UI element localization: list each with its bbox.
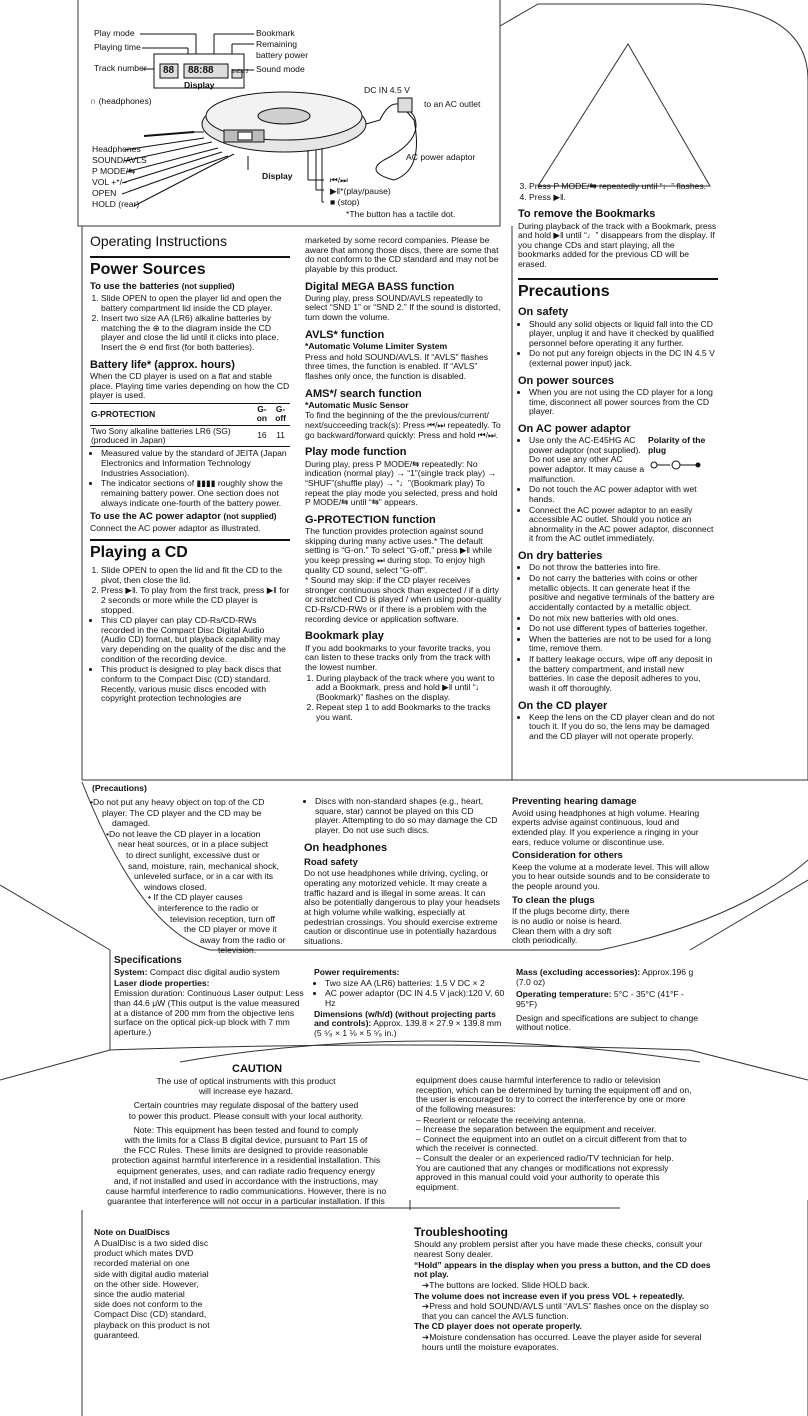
clean-heading: To clean the plugs [512, 894, 595, 906]
road-safety-heading: Road safety [304, 856, 358, 868]
troubleshooting-heading: Troubleshooting [414, 1225, 508, 1239]
hearing-text: Avoid using headphones at high volume. Hearing experts advise against continuous, loud and extended play. If you experience a ringing in your ears, reduce volume or discontinue use. [512, 807, 700, 847]
label-to-outlet: to an AC outlet [424, 99, 481, 109]
caution-left: The use of optical instruments with this product will increase eye hazard. Certain countries may regulate disposal of the battery used to power this product. Please consult with your local authority. Note: This equipment has been tested and found to comply with the limits for a Class B digital device, pursuant to Part 15 of the FCC Rules. These limits are designed to provide reasonable protection against harmful interference in a residential installation. This equipment generates, uses, and can radiate radio frequency energy and, if not installed and used in accordance with the instructions, may cause harmful interference to radio communications. However, there is no guarantee that interference will not occur in a particular installation. If this [105, 1076, 387, 1207]
precautions-heading: Precautions [518, 282, 610, 300]
control-hold: HOLD (rear) [92, 199, 140, 209]
battery-step-1: 1. Slide OPEN to open the player lid and open the battery compartment lid inside the CD player. [101, 294, 290, 313]
playing-cd-heading: Playing a CD [90, 544, 188, 562]
dry-item: • Do not mix new batteries with old ones. [529, 614, 718, 624]
lcd-sound-mode: SND1 2 [231, 69, 249, 75]
label-remaining: Remaining [256, 39, 298, 49]
battery-note-1: • Measured value by the standard of JEITA (Japan Electronics and Information Technology Industries Association). [101, 449, 290, 478]
ac-adaptor-text: Connect the AC power adaptor as illustrated. [90, 522, 261, 533]
safety-heading: On safety [518, 306, 569, 319]
control-sound-avls: SOUND/AVLS [92, 155, 147, 165]
play-step-1: 1. Slide OPEN to open the lid and fit the CD to the pivot, then close the lid. [101, 566, 290, 585]
column-2 [305, 236, 503, 724]
label-play-mode: Play mode [94, 28, 135, 38]
play-step-2: 2. Press ▶‖. To play from the first track, press ▶‖ for 2 seconds or more while the CD player is stopped. [101, 586, 290, 615]
dualdisc-title: Note on DualDiscs [94, 1227, 170, 1237]
battery-note-2: • The indicator sections of ▮▮▮▮ roughly show the remaining battery power. One section does not always indicate one-fourth of the battery power. [101, 479, 290, 508]
label-sound-mode: Sound mode [256, 64, 305, 74]
bookmark-step-2: 2. Repeat step 1 to add Bookmarks to the tracks you want. [316, 703, 503, 722]
battery-table: G-PROTECTION G-on G-off Two Sony alkaline batteries LR6 (SG)(produced in Japan) 16 11 [90, 403, 290, 448]
caution-right: equipment does cause harmful interference to radio or television reception, which can be determined by turning the equipment off and on, the user is encouraged to try to correct the interference by one or more of the following measures: – Reorient or relocate the receiving antenna. – Increase the separation between the equipment and receiver. – Connect the equipment into an outlet on a circuit different from that to which the receiver is connected. – Consult the dealer or an experienced radio/TV technician for help. You are cautioned that any changes or modifications not expressly approved in this manual could void your authority to operate this equipment. [416, 1075, 692, 1192]
ams-heading: AMS*/ search function [305, 387, 422, 400]
consideration-heading: Consideration for others [512, 850, 623, 862]
disc-shape-item: • Discs with non-standard shapes (e.g., heart, square, star) cannot be played on this CD player. Attempting to do so may damage the CD player. Do not use such discs. [315, 797, 500, 836]
label-track-number: Track number [94, 63, 147, 73]
ac-adaptor-heading: To use the AC power adaptor (not supplied) [90, 511, 277, 523]
power-sources-heading: Power Sources [90, 260, 206, 278]
display-caption: Display [184, 80, 215, 90]
troubleshooting [414, 1226, 714, 1353]
g-protection-note: * Sound may skip: if the CD player receives stronger continuous shock than expected / if a dirty or scratched CD is played / when using poor-quality CD-Rs/CD-RWs or if there is a problem with the recording device or application software. [305, 575, 502, 624]
play-note-1: • This CD player can play CD-Rs/CD-RWs recorded in the Compact Disc Digital Audio (Audio CD) format, but playback capability may vary depending on the quality of the disc and the condition of the recording device. [101, 616, 290, 664]
control-skip: ⏮/⏭ [330, 175, 348, 185]
band-middle [304, 797, 500, 947]
label-bookmark: Bookmark [256, 28, 295, 38]
trouble-question: The volume does not increase even if you press VOL + repeatedly. [414, 1290, 685, 1301]
road-safety-text: Do not use headphones while driving, cycling, or operating any motorized vehicle. It may create a traffic hazard and is illegal in some areas. It can also be potentially dangerous to play your headsets at high volume while walking, especially at pedestrian crossings. You should exercise extreme caution or discontinue use in potentially hazardous situations. [304, 868, 500, 946]
bookmark-step-1: 1. During playback of the track where you want to add a Bookmark, press and hold ▶‖ until “♩ (Bookmark)” flashes on the display. [316, 674, 503, 703]
battery-life-text: When the CD player is used on a flat and stable place. Playing time varies depending on how the CD player is used. [90, 370, 290, 401]
specs-col3: Mass (excluding accessories): Approx.196 g (7.0 oz) Operating temperature: 5°C - 35°C (41°F - 95°F) Design and specifications are subject to change without notice. [516, 967, 699, 1033]
mega-bass-heading: Digital MEGA BASS function [305, 280, 455, 293]
avls-sub: *Automatic Volume Limiter System [305, 341, 448, 351]
ams-sub: *Automatic Music Sensor [305, 399, 409, 410]
label-playing-time: Playing time [94, 42, 141, 52]
cont-text: marketed by some record companies. Please be aware that among those discs, there are some that do not conform to the CD standard and may not be playable by this product. [305, 235, 499, 274]
avls-text: Press and hold SOUND/AVLS. If “AVLS” flashes three times, the function is enabled. If “AVLS” flashes only once, the function is disabled. [305, 351, 489, 381]
remove-bookmarks-heading: To remove the Bookmarks [518, 208, 656, 221]
band-right: Preventing hearing damage Avoid using headphones at high volume. Hearing experts advise against continuous, loud and extended play. If you experience a ringing in your ears, reduce volume or discontinue use. Consideration for others Keep the volume at a moderate level. This will allow you to hear outside sounds and to be considerate to the people around you. To clean the plugs If the plugs become dirty, there is no audio or noise is heard. Clean them with a dry soft cloth periodically. [512, 797, 712, 946]
label-battery-power: battery power [256, 50, 309, 60]
trouble-question: “Hold” appears in the display when you press a button, and the CD does not play. [414, 1259, 711, 1280]
hearing-heading: Preventing hearing damage [512, 796, 637, 807]
dry-item: • Do not use different types of batteries together. [529, 624, 718, 634]
bookmark-heading: Bookmark play [305, 630, 384, 643]
play-mode-heading: Play mode function [305, 446, 407, 459]
control-play-pause: ▶‖*(play/pause) [330, 186, 391, 196]
avls-heading: AVLS* function [305, 328, 385, 341]
trouble-question: The CD player does not operate properly. [414, 1321, 582, 1332]
polarity-icon [648, 458, 704, 472]
display-caption-2: Display [262, 171, 293, 181]
trouble-answer: ➔The buttons are locked. Slide HOLD back. [422, 1279, 590, 1290]
bookmark-text: If you add bookmarks to your favorite tracks, you can listen to these tracks only from the track with the lowest number. [305, 642, 491, 672]
ac-item: • Do not touch the AC power adaptor with wet hands. [529, 485, 718, 504]
bookmark-step-3: 3. Press P MODE/⇆ repeatedly until “♩” flashes. [529, 182, 718, 192]
play-mode-text: During play, press P MODE/⇆ repeatedly: No indication (normal play) → “1”(single track play) → “SHUF”(shuffle play) → “♩”(Bookmark play) To repeat the play mode you selected, press and hold P MODE/⇆ until “⇆” appears. [305, 458, 498, 508]
controls-left-list [92, 144, 147, 210]
ams-text: To find the beginning of the the previous/current/ next/succeeding track(s): Press ⏮/⏭ repeatedly. To go backward/forward quickly: Press and hold ⏮/⏭. [305, 410, 501, 440]
battery-life-heading: Battery life* (approx. hours) [90, 358, 235, 371]
tactile-note: *The button has a tactile dot. [346, 209, 456, 219]
player-item: • Keep the lens on the CD player clean and do not touch it. If you do so, the lens may be damaged and the CD player will not operate properly. [529, 713, 718, 742]
g-protection-text: The function provides protection against sound skipping during many active uses.* The default setting is “G-on.” To select “G-off,” press ▶‖ while you keep pressing ⏭ during stop. To enjoy high quality CD sound, select “G-off”. [305, 526, 493, 575]
control-p-mode: P MODE/⇆ [92, 166, 136, 176]
controls-right-list [330, 175, 391, 208]
dry-item: • If battery leakage occurs, wipe off any deposit in the battery compartment, and install new batteries. In case the deposit adheres to you, wash it off thoroughly. [529, 655, 718, 694]
specs-col2: Power requirements: • Two size AA (LR6) batteries: 1.5 V DC × 2 • AC power adaptor (DC IN 4.5 V jack):120 V, 60 Hz Dimensions (w/h/d) (without projecting parts and controls): Approx. 139.8 × 27.9 × 139.8 mm (5 ⁵⁄₈ × 1 ⅛ × 5 ⁵⁄₈ in.) [314, 968, 506, 1039]
column-1 [90, 234, 290, 705]
label-dc-in: DC IN 4.5 V [364, 85, 410, 95]
player-diagram [84, 20, 504, 226]
caution-title: CAUTION [232, 1063, 283, 1075]
ac-item: • Connect the AC power adaptor to an easily accessible AC outlet. Should you notice an abnormality in the AC power adaptor, disconnect it from the AC outlet immediately. [529, 506, 718, 545]
power-item: • When you are not using the CD player for a long time, disconnect all power sources from the CD player. [529, 388, 718, 417]
use-batteries-heading: To use the batteries (not supplied) [90, 281, 235, 293]
cd-player-heading: On the CD player [518, 699, 608, 712]
label-ac-adaptor: AC power adaptor [406, 152, 476, 162]
label-headphones-jack: ∩ (headphones) [90, 96, 152, 106]
trouble-answer: ➔Press and hold SOUND/AVLS until “AVLS” flashes once on the display so that you can cancel the AVLS function. [422, 1301, 709, 1321]
control-open: OPEN [92, 188, 117, 198]
mega-bass-text: During play, press SOUND/AVLS repeatedly to select “SND 1” or “SND 2.” If the sound is distorted, turn down the volume. [305, 292, 501, 323]
safety-item: • Should any solid objects or liquid fall into the CD player, unplug it and have it checked by qualified personnel before operating it any further. [529, 320, 718, 349]
safety-item: • Do not put any foreign objects in the DC IN 4.5 V (external power input) jack. [529, 349, 718, 368]
trouble-answer: ➔Moisture condensation has occurred. Leave the player aside for several hours until the moisture evaporates. [422, 1332, 702, 1352]
control-vol: VOL +*/– [92, 177, 127, 187]
play-note-2: • This product is designed to play back discs that conform to the Compact Disc (CD) standard. Recently, various music discs encoded with copyright protection technologies are [101, 665, 290, 704]
headphones-heading: On headphones [304, 841, 388, 854]
lcd-track-digits: 88 [163, 65, 175, 76]
doc-title: Operating Instructions [90, 233, 227, 249]
ac-item: • Use only the AC-E45HG AC power adaptor (not supplied). Do not use any other AC power adaptor. It may cause a malfunction. [529, 436, 647, 484]
specs-title: Specifications [114, 955, 182, 966]
lcd-time-digits: 88:88 [188, 65, 214, 76]
g-protection-heading: G-PROTECTION function [305, 513, 436, 526]
specs-col1: System: Compact disc digital audio system Laser diode properties: Emission duration: Continuous Laser output: Less than 44.6 μW (This output is the value measured at a distance of 200 mm from the objective lens surface on the optical pick-up block with 7 mm aperture.) [114, 967, 304, 1037]
remove-bookmarks-text: During playback of the track with a Bookmark, press and hold ▶‖ until “♩” disappears from the display. If you change CDs and start playing, all the bookmarks added for the previous CD will be erased. [518, 220, 717, 270]
dry-item: • When the batteries are not to be used for a long time, remove them. [529, 635, 718, 654]
consideration-text: Keep the volume at a moderate level. This will allow you to hear outside sounds and to be considerate to the people around you. [512, 861, 710, 891]
battery-step-2: 2. Insert two size AA (LR6) alkaline batteries by matching the ⊕ to the diagram inside the CD player and close the lid until it clicks into place. Insert the ⊖ end first (for both batteries). [101, 314, 290, 353]
ac-heading: On AC power adaptor [518, 422, 631, 435]
dry-batteries-heading: On dry batteries [518, 550, 603, 563]
polarity-label: Polarity of the plug [648, 435, 706, 455]
dualdisc-text: A DualDisc is a two sided disc product which mates DVD recorded material on one side with digital audio material on the other side. However, since the audio material side does not conform to the Compact Disc (CD) standard, playback on this product is not guaranteed. [94, 1238, 210, 1340]
troubleshooting-intro: Should any problem persist after you have made these checks, consult your nearest Sony dealer. [414, 1239, 703, 1260]
dry-item: • Do not throw the batteries into fire. [529, 563, 718, 573]
control-headphones: Headphones [92, 144, 141, 154]
dry-item: • Do not carry the batteries with coins or other metallic objects. It can generate heat if the positive and negative terminals of the battery are accidentally contacted by a metallic object. [529, 574, 718, 613]
band-title: (Precautions) [92, 783, 147, 793]
control-stop: ■ (stop) [330, 197, 360, 207]
band-left: •Do not put any heavy object on top of the CD player. The CD player and the CD may be damaged. •Do not leave the CD player in a location near heat sources, or in a place subject to direct sunlight, excessive dust or sand, moisture, rain, mechanical shock, unleveled surface, or in a car with its windows closed. • If the CD player causes interference to the radio or television reception, turn off the CD player or move it away from the radio or television. [90, 797, 286, 956]
column-3 [518, 182, 718, 743]
bookmark-step-4: 4. Press ▶‖. [529, 193, 718, 203]
power-heading: On power sources [518, 374, 614, 387]
